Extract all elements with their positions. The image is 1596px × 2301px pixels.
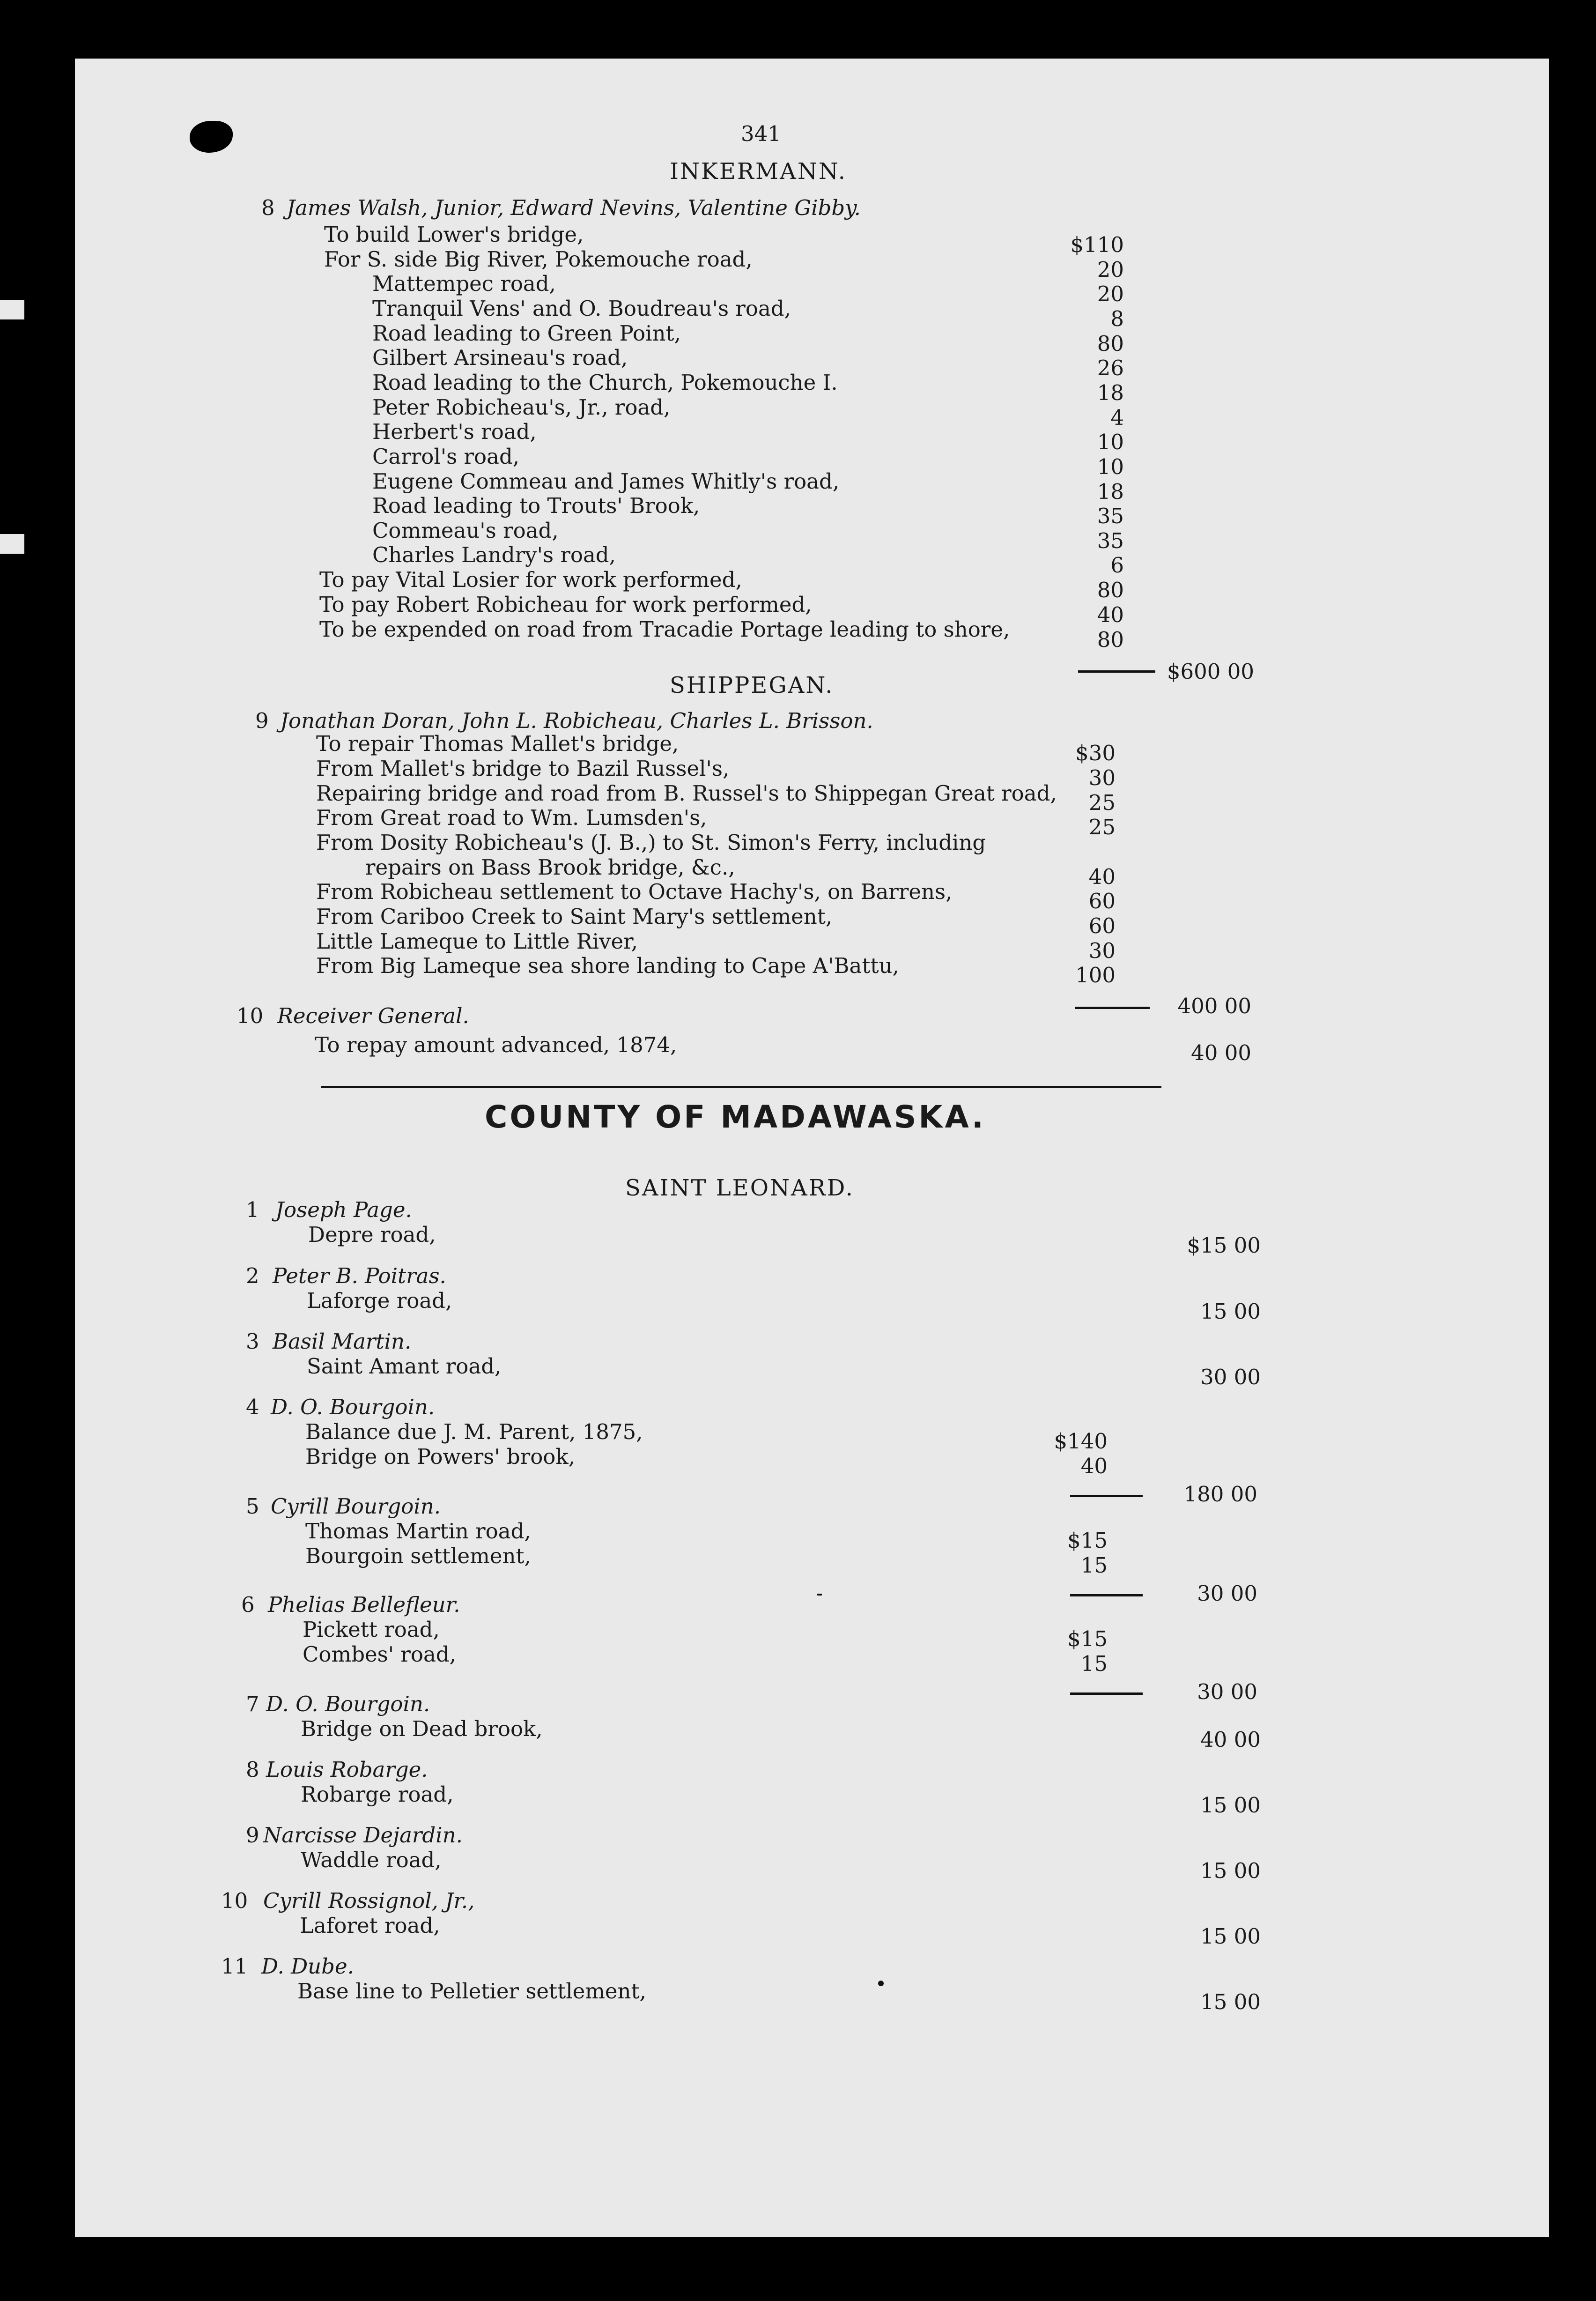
line-item-amount: 60: [1088, 889, 1116, 913]
item-description: Combes' road,: [303, 1642, 456, 1667]
line-item-amount: 80: [1097, 331, 1124, 356]
section-total: 400 00: [1177, 994, 1251, 1018]
line-item-amount: 40: [1080, 1454, 1108, 1478]
line-item-amount: $15: [1067, 1626, 1108, 1651]
payee-name: Louis Robarge.: [266, 1757, 428, 1782]
entry-number: 11: [221, 1954, 248, 1979]
payee-name: D. Dube.: [261, 1954, 354, 1979]
entry-total: 30 00: [1200, 1365, 1261, 1389]
item-description: Depre road,: [308, 1222, 436, 1247]
line-item-amount: 20: [1097, 257, 1124, 282]
line-item: Gilbert Arsineau's road,: [372, 345, 628, 370]
line-item: Mattempec road,: [372, 271, 556, 296]
line-item-amount: 25: [1088, 790, 1116, 815]
entry-total: 15 00: [1200, 1793, 1261, 1818]
item-description: Base line to Pelletier settlement,: [297, 1979, 646, 2004]
line-item: Repairing bridge and road from B. Russel's to Shippegan Great road,: [316, 781, 1057, 806]
line-item-amount: 18: [1097, 479, 1124, 504]
payee-name: Narcisse Dejardin.: [263, 1823, 463, 1848]
line-item-amount: 100: [1075, 963, 1116, 987]
line-item-amount: 4: [1110, 405, 1124, 430]
line-item: To be expended on road from Tracadie Portage leading to shore,: [319, 617, 1010, 642]
line-item-amount: 6: [1110, 553, 1124, 578]
entry-number: 6: [241, 1592, 255, 1617]
payee-name: Joseph Page.: [275, 1197, 412, 1222]
entry-number: 10: [236, 1003, 264, 1028]
payee-name: Receiver General.: [277, 1003, 469, 1028]
commissioner-names: James Walsh, Junior, Edward Nevins, Valentine Gibby.: [287, 195, 861, 220]
line-item-amount: 10: [1097, 430, 1124, 454]
item-description: Pickett road,: [303, 1617, 440, 1642]
entry-total: 15 00: [1200, 1989, 1261, 2014]
section-heading-inkermann: INKERMANN.: [670, 158, 847, 185]
entry-total: 30 00: [1197, 1581, 1257, 1606]
line-item-amount: 30: [1088, 938, 1116, 963]
entry-number: 5: [246, 1494, 259, 1519]
line-item-amount: 8: [1110, 306, 1124, 331]
payee-name: Peter B. Poitras.: [273, 1263, 446, 1288]
line-item-amount: 25: [1088, 815, 1116, 839]
item-description: Saint Amant road,: [307, 1354, 502, 1379]
line-item: From Dosity Robicheau's (J. B.,) to St. Simon's Ferry, including: [316, 830, 986, 855]
line-item: Road leading to Green Point,: [372, 321, 681, 346]
payee-name: Cyrill Bourgoin.: [271, 1494, 441, 1519]
line-item: To repair Thomas Mallet's bridge,: [316, 731, 679, 756]
line-item-amount: $30: [1075, 741, 1116, 765]
line-item: Tranquil Vens' and O. Boudreau's road,: [372, 296, 791, 321]
line-item: To pay Robert Robicheau for work performed,: [319, 592, 812, 617]
sum-rule: [1070, 1594, 1143, 1596]
line-item: Carrol's road,: [372, 444, 520, 469]
section-divider: [321, 1086, 1161, 1088]
entry-total: 15 00: [1200, 1858, 1261, 1883]
entry-total: 180 00: [1183, 1482, 1257, 1507]
entry-number: 4: [246, 1395, 259, 1419]
entry-total: 15 00: [1200, 1299, 1261, 1324]
line-item-amount: 10: [1097, 454, 1124, 479]
entry-number: 9: [255, 708, 269, 733]
line-item-amount: $110: [1070, 232, 1124, 257]
commissioner-names: Jonathan Doran, John L. Robicheau, Charles L. Brisson.: [280, 708, 873, 733]
line-item: Road leading to Trouts' Brook,: [372, 493, 700, 518]
left-edge-marker: [0, 300, 24, 319]
entry-number: 8: [261, 195, 275, 220]
entry-number: 10: [221, 1888, 248, 1913]
payee-name: D. O. Bourgoin.: [266, 1692, 430, 1716]
sum-rule: [1070, 1495, 1143, 1497]
line-item: Commeau's road,: [372, 518, 559, 543]
payee-name: Phelias Bellefleur.: [268, 1592, 460, 1617]
line-item: For S. side Big River, Pokemouche road,: [324, 247, 753, 272]
section-heading-saint-leonard: SAINT LEONARD.: [625, 1175, 854, 1201]
line-item: Charles Landry's road,: [372, 542, 616, 567]
line-item: To pay Vital Losier for work performed,: [319, 567, 742, 592]
line-item-amount: 20: [1097, 282, 1124, 306]
sum-rule: [1070, 1692, 1143, 1695]
line-item-amount: 26: [1097, 356, 1124, 380]
line-item-amount: 60: [1088, 913, 1116, 938]
section-total: 40 00: [1191, 1040, 1251, 1065]
entry-number: 1: [246, 1197, 259, 1222]
line-item: repairs on Bass Brook bridge, &c.,: [365, 855, 735, 880]
payee-name: Basil Martin.: [273, 1329, 412, 1354]
item-description: Balance due J. M. Parent, 1875,: [305, 1419, 643, 1444]
page-number: 341: [741, 121, 781, 146]
line-item-amount: 40: [1088, 864, 1116, 889]
line-item: From Great road to Wm. Lumsden's,: [316, 805, 707, 830]
entry-total: 40 00: [1200, 1727, 1261, 1752]
item-description: Bridge on Dead brook,: [301, 1716, 543, 1741]
line-item-amount: 30: [1088, 765, 1116, 790]
section-heading-shippegan: SHIPPEGAN.: [670, 672, 834, 698]
line-item-amount: 18: [1097, 380, 1124, 405]
item-description: Waddle road,: [301, 1848, 442, 1872]
ink-speck: [878, 1981, 884, 1986]
line-item-amount: 15: [1080, 1651, 1108, 1676]
entry-total: 15 00: [1200, 1924, 1261, 1949]
item-description: Laforet road,: [300, 1913, 440, 1938]
payee-name: Cyrill Rossignol, Jr.,: [263, 1888, 475, 1913]
entry-total: $15 00: [1187, 1233, 1261, 1258]
item-description: Thomas Martin road,: [305, 1519, 531, 1544]
line-item: Road leading to the Church, Pokemouche I.: [372, 370, 838, 395]
line-item-amount: 80: [1097, 578, 1124, 602]
left-edge-marker: [0, 534, 24, 554]
item-description: To repay amount advanced, 1874,: [315, 1032, 677, 1057]
entry-number: 2: [246, 1263, 259, 1288]
entry-number: 7: [246, 1692, 259, 1716]
line-item-amount: 15: [1080, 1553, 1108, 1578]
section-total: $600 00: [1167, 659, 1254, 684]
line-item: From Mallet's bridge to Bazil Russel's,: [316, 756, 730, 781]
payee-name: D. O. Bourgoin.: [271, 1395, 435, 1419]
line-item-amount: $140: [1054, 1429, 1108, 1454]
line-item: Eugene Commeau and James Whitly's road,: [372, 469, 840, 494]
item-description: Bridge on Powers' brook,: [305, 1444, 575, 1469]
line-item: From Cariboo Creek to Saint Mary's settlement,: [316, 904, 833, 929]
entry-total: 30 00: [1197, 1679, 1257, 1704]
ink-speck: [817, 1594, 822, 1596]
line-item-amount: 40: [1097, 602, 1124, 627]
line-item-amount: 80: [1097, 627, 1124, 652]
item-description: Bourgoin settlement,: [305, 1544, 531, 1568]
line-item: Peter Robicheau's, Jr., road,: [372, 395, 671, 420]
line-item-amount: 35: [1097, 528, 1124, 553]
entry-number: 3: [246, 1329, 259, 1354]
entry-number: 9: [246, 1823, 259, 1848]
line-item: Herbert's road,: [372, 419, 537, 444]
line-item: From Big Lameque sea shore landing to Cape A'Battu,: [316, 953, 899, 978]
entry-number: 8: [246, 1757, 259, 1782]
line-item-amount: 35: [1097, 504, 1124, 528]
item-description: Laforge road,: [307, 1288, 452, 1313]
line-item: Little Lameque to Little River,: [316, 929, 638, 954]
item-description: Robarge road,: [301, 1782, 454, 1807]
line-item-amount: $15: [1067, 1528, 1108, 1553]
line-item: From Robicheau settlement to Octave Hachy's, on Barrens,: [316, 879, 953, 904]
county-title: COUNTY OF MADAWASKA.: [485, 1099, 986, 1135]
line-item: To build Lower's bridge,: [324, 222, 584, 247]
